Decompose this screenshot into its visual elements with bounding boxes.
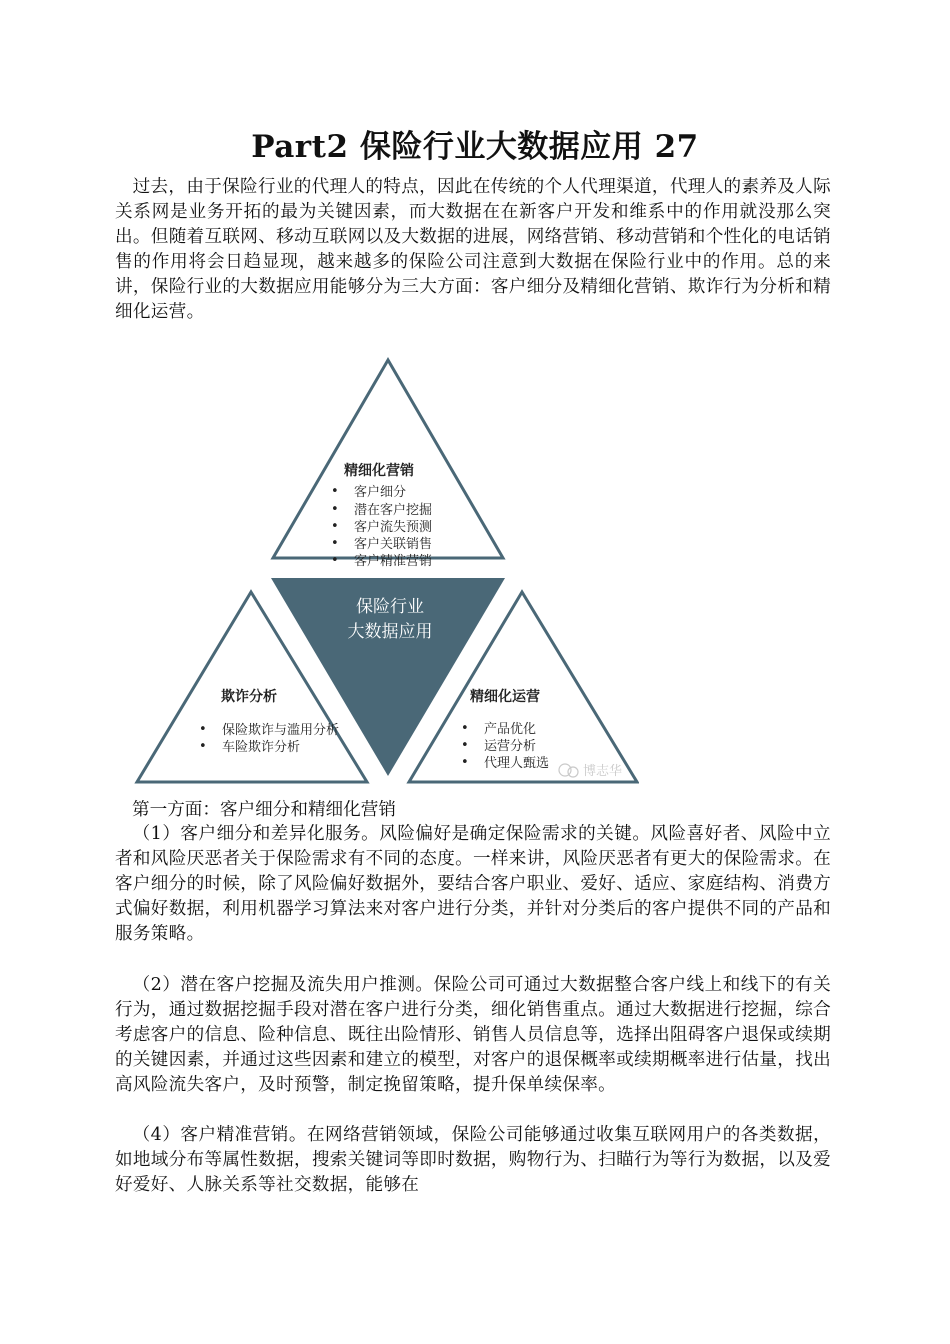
insurance-bigdata-diagram	[133, 356, 639, 786]
center-text-line1: 保险行业	[356, 597, 424, 617]
right-title: 精细化运营	[470, 689, 540, 705]
svg-text:•: •	[331, 484, 339, 499]
svg-text:•: •	[331, 536, 339, 551]
svg-text:•: •	[461, 738, 469, 753]
list-item: 客户精准营销	[354, 554, 433, 569]
paragraph-2: （2）潜在客户挖掘及流失用户推测。保险公司可通过大数据整合客户线上和线下的有关行为，通过数据挖掘手段对潜在客户进行分类，细化销售重点。通过大数据进行挖掘，综合考虑客户的信息、险种信息、既往出险情形、销售人员信息等，选择出阻碍客户退保或续期的关键因素，并通过这些因素和建立的模型，对客户的退保概率或续期概率进行估量，找出高风险流失客户，及时预警，制定挽留策略，提升保单续保率。	[115, 975, 831, 1095]
svg-text:•: •	[331, 519, 339, 534]
svg-text:•: •	[331, 502, 339, 517]
left-title: 欺诈分析	[221, 689, 277, 705]
svg-text:•: •	[461, 755, 469, 770]
section1-heading: 第一方面：客户细分和精细化营销	[132, 800, 396, 820]
svg-text:•: •	[461, 721, 469, 736]
list-item: 产品优化	[484, 722, 537, 737]
list-item: 客户流失预测	[354, 520, 433, 535]
page-title: Part2 保险行业大数据应用 27	[251, 129, 699, 165]
list-item: 代理人甄选	[484, 756, 550, 771]
list-item: 运营分析	[484, 739, 537, 754]
svg-text:•: •	[331, 553, 339, 568]
svg-text:博志华: 博志华	[583, 764, 623, 779]
top-title: 精细化营销	[344, 463, 414, 479]
paragraph-1: （1）客户细分和差异化服务。风险偏好是确定保险需求的关键。风险喜好者、风险中立者和风险厌恶者关于保险需求有不同的态度。一样来讲，风险厌恶者有更大的保险需求。在客户细分的时候，除了风险偏好数据外，要结合客户职业、爱好、适应、家庭结构、消费方式偏好数据，利用机器学习算法来对客户进行分类，并针对分类后的客户提供不同的产品和服务策略。	[115, 824, 831, 944]
svg-text:•: •	[199, 739, 207, 754]
intro-paragraph: 过去，由于保险行业的代理人的特点，因此在传统的个人代理渠道，代理人的素养及人际关系网是业务开拓的最为关键因素，而大数据在在新客户开发和维系中的作用就没那么突出。但随着互联网、移动互联网以及大数据的进展，网络营销、移动营销和个性化的电话销售的作用将会日趋显现，越来越多的保险公司注意到大数据在保险行业中的作用。总的来讲，保险行业的大数据应用能够分为三大方面：客户细分及精细化营销、欺诈行为分析和精细化运营。	[115, 177, 831, 322]
list-item: 车险欺诈分析	[222, 740, 301, 755]
list-item: 潜在客户挖掘	[354, 503, 433, 518]
svg-text:•: •	[199, 722, 207, 737]
paragraph-3: （4）客户精准营销。在网络营销领域，保险公司能够通过收集互联网用户的各类数据，如地域分布等属性数据，搜索关键词等即时数据，购物行为、扫瞄行为等行为数据，以及爱好爱好、人脉关系等社交数据，能够在	[115, 1125, 831, 1195]
list-item: 客户细分	[354, 485, 407, 500]
list-item: 客户关联销售	[354, 537, 433, 552]
list-item: 保险欺诈与滥用分析	[222, 723, 340, 738]
center-text-line2: 大数据应用	[347, 622, 433, 642]
